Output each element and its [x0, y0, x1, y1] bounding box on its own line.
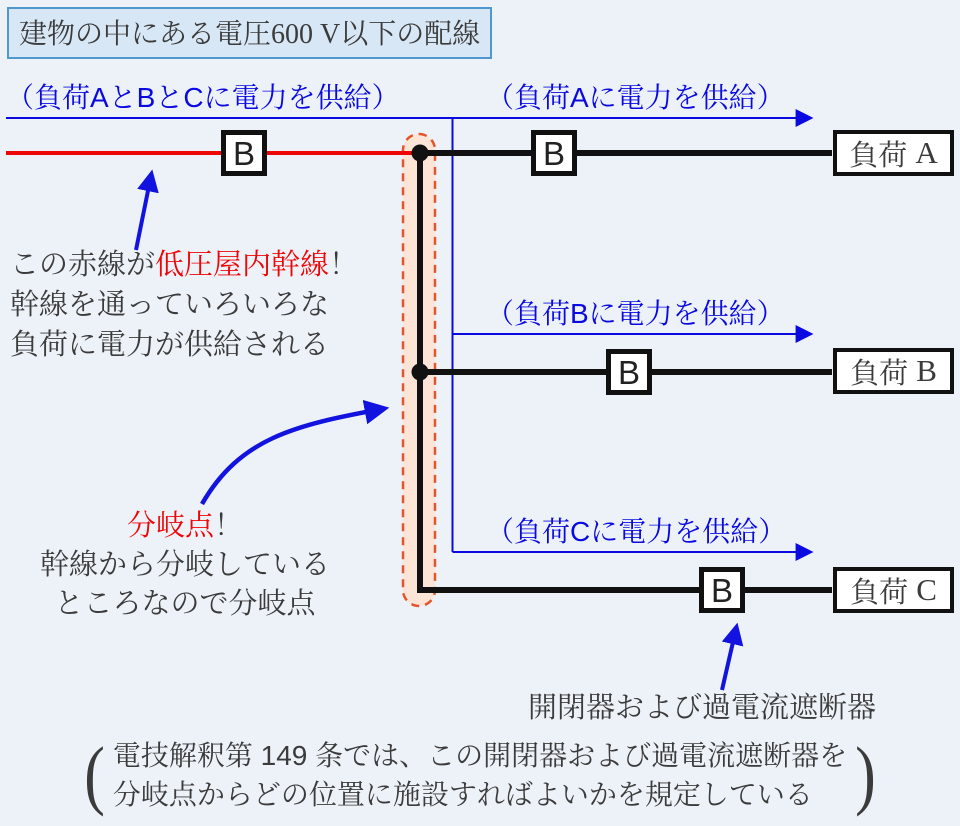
load-a-prefix: 負荷 — [849, 139, 908, 172]
title-part2: 600 V — [271, 19, 341, 50]
load-a-letter: A — [915, 135, 938, 170]
regulation-note-line1: 電技解釈第 149 条では、この開閉器および過電流遮断器を — [112, 740, 848, 771]
load-b-prefix: 負荷 — [850, 357, 909, 390]
page-title — [7, 7, 492, 59]
title-part3: 以下の配線 — [340, 18, 481, 49]
regulation-note-lines — [113, 736, 847, 814]
supply-label-c: （負荷Cに電力を供給） — [486, 516, 787, 547]
arrow-to-branch-zone — [202, 409, 382, 504]
load-box-a — [833, 130, 954, 176]
branch-point-line1 — [25, 507, 345, 546]
title-part1: 建物の中にある電圧 — [19, 18, 272, 49]
feeder-annotation-red: 低圧屋内幹線 — [155, 249, 330, 281]
breaker-box-load-a: B — [531, 130, 577, 176]
feeder-annotation-line1 — [10, 245, 358, 285]
breaker-box-feeder: B — [221, 130, 267, 176]
branch-point-annotation — [25, 507, 345, 624]
supply-label-a: （負荷Aに電力を供給） — [486, 82, 785, 113]
right-paren: ) — [855, 732, 876, 818]
branch-dot-middle — [412, 364, 429, 381]
branch-point-line3: ところなので分岐点 — [54, 588, 316, 620]
breaker-caption: 開閉器および過電流遮断器 — [528, 692, 877, 724]
feeder-annotation-line2: 幹線を通っていろいろな — [10, 289, 330, 321]
load-c-prefix: 負荷 — [850, 576, 909, 609]
supply-label-b: （負荷Bに電力を供給） — [486, 298, 785, 329]
load-box-c — [833, 567, 954, 613]
feeder-annotation-bang: ！ — [329, 249, 359, 281]
feeder-annotation — [10, 245, 358, 365]
branch-point-red: 分岐点 — [126, 510, 214, 542]
load-b-letter: B — [916, 353, 937, 388]
regulation-note — [0, 732, 960, 818]
breaker-box-load-c: B — [699, 567, 745, 613]
branch-point-line2: 幹線から分岐している — [39, 549, 330, 581]
branch-dot-top — [412, 145, 429, 162]
supply-label-abc: （負荷AとBとCに電力を供給） — [6, 82, 400, 113]
load-c-letter: C — [916, 572, 937, 607]
arrow-to-breaker — [722, 629, 736, 690]
arrow-to-feeder — [136, 176, 151, 250]
feeder-annotation-line3: 負荷に電力が供給される — [10, 329, 330, 361]
branch-point-bang: ！ — [214, 510, 244, 542]
feeder-annotation-gray: この赤線が — [10, 249, 156, 281]
left-paren: ( — [84, 732, 105, 818]
breaker-box-load-b: B — [606, 349, 652, 395]
load-box-b — [833, 348, 954, 394]
regulation-note-line2: 分岐点からどの位置に施設すればよいかを規定している — [112, 779, 813, 810]
